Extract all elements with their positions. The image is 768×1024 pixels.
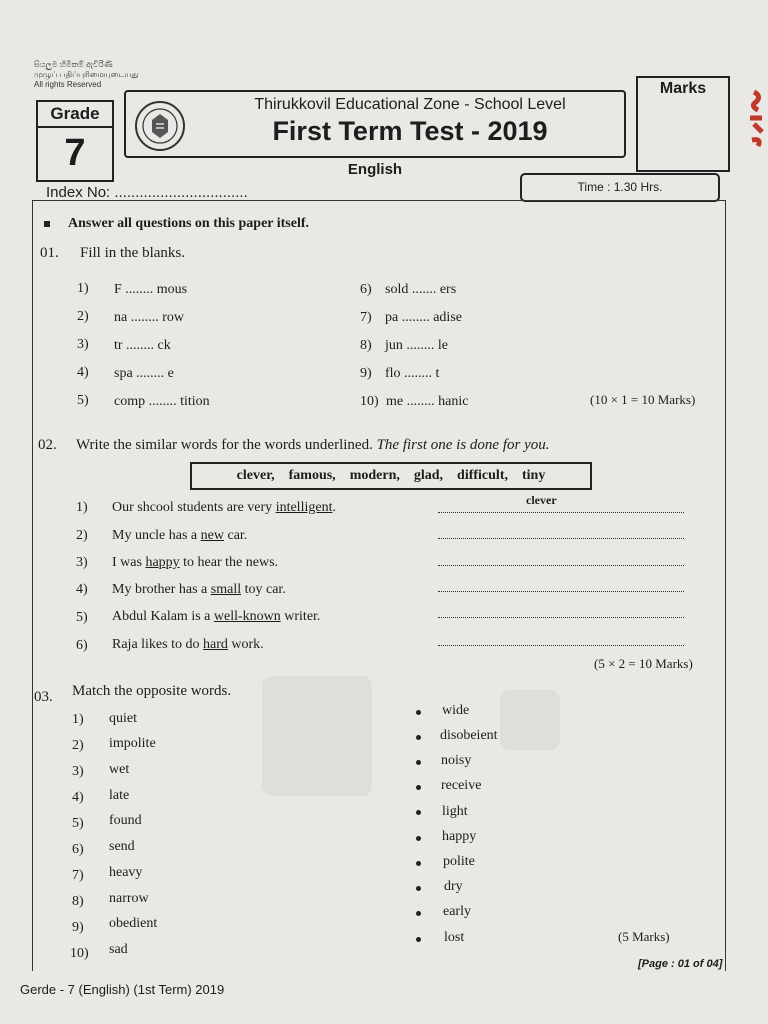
q3-right-word: polite: [443, 854, 475, 869]
q2-answer-line[interactable]: [438, 565, 684, 566]
test-title: First Term Test - 2019: [272, 116, 548, 146]
q2-sentence-text: Abdul Kalam is a: [112, 609, 214, 624]
q1-item-text: na ........ row: [114, 310, 184, 325]
q2-underlined-word: happy: [145, 555, 180, 570]
q2-sentence-text: work.: [227, 637, 264, 652]
q3-right-word: early: [443, 904, 471, 919]
q2-example-answer: clever: [526, 493, 557, 507]
marks-box: [636, 76, 730, 172]
copyright-line-english: All rights Reserved: [34, 80, 102, 89]
q3-prompt: Match the opposite words.: [72, 683, 232, 699]
q3-left-number: 7): [72, 868, 84, 883]
square-bullet-icon: [44, 221, 50, 227]
q3-right-word: light: [442, 804, 468, 819]
q3-marks: (5 Marks): [618, 929, 670, 944]
bullet-dot-icon: [416, 735, 421, 740]
word-bank: [190, 462, 592, 490]
q3-left-number: 3): [72, 764, 84, 779]
index-number-field[interactable]: Index No: ................................: [46, 184, 248, 201]
q1-marks: (10 × 1 = 10 Marks): [590, 392, 696, 407]
q3-right-word: disobeient: [440, 728, 498, 743]
page-number: [Page : 01 of 04]: [638, 958, 723, 970]
bullet-dot-icon: [416, 785, 421, 790]
q3-left-word: sad: [109, 942, 128, 957]
q2-sentence-text: car.: [223, 528, 248, 543]
q1-item-text: sold ....... ers: [385, 282, 457, 297]
q2-underlined-word: small: [210, 582, 242, 597]
word-bank-item: glad,: [413, 468, 444, 483]
q3-right-word: dry: [444, 879, 463, 894]
q3-right-word: happy: [442, 829, 477, 844]
q3-left-number: 1): [72, 712, 84, 727]
q2-item-number: 1): [76, 500, 88, 515]
marks-label: Marks: [659, 80, 707, 97]
q1-item-text: pa ........ adise: [385, 310, 462, 325]
grade-label: Grade: [38, 104, 112, 128]
q3-left-word: found: [109, 813, 142, 828]
q1-item-text: comp ........ tition: [114, 394, 210, 409]
bullet-dot-icon: [416, 937, 421, 942]
instruction: [44, 216, 309, 232]
q2-sentence-text: writer.: [280, 609, 321, 624]
word-bank-item: tiny: [522, 468, 546, 483]
copyright-line-sinhala: සියලුම හිමිකම් ඇවිරිණි: [34, 60, 113, 69]
q2-item-number: 3): [76, 555, 88, 570]
bullet-dot-icon: [416, 760, 421, 765]
time-allowed: Time : 1.30 Hrs.: [520, 173, 720, 202]
q1-prompt: Fill in the blanks.: [80, 245, 185, 261]
q1-item-number: 1): [77, 281, 89, 296]
q1-item-number: 6): [360, 282, 372, 297]
q2-answer-line[interactable]: [438, 645, 684, 646]
q3-left-number: 2): [72, 738, 84, 753]
q2-sentence: [112, 609, 320, 625]
q3-left-word: impolite: [109, 736, 156, 751]
q2-sentence-text: toy car.: [241, 582, 286, 597]
bullet-dot-icon: [416, 810, 421, 815]
q2-sentence: [112, 500, 336, 516]
q2-prompt: [76, 437, 550, 454]
word-bank-item: famous,: [288, 468, 336, 483]
q1-item-number: 3): [77, 337, 89, 352]
q3-left-number: 10): [70, 946, 89, 961]
copyright-notice: [34, 60, 138, 90]
q2-sentence-text: I was: [112, 555, 146, 570]
word-bank-item: modern,: [349, 468, 400, 483]
q1-item-number: 8): [360, 338, 372, 353]
red-handwritten-mark: [736, 88, 768, 150]
q1-item-number: 7): [360, 310, 372, 325]
q3-left-word: late: [109, 788, 130, 803]
q1-number: 01.: [40, 245, 59, 261]
q3-number: 03.: [34, 689, 53, 705]
q2-underlined-word: well-known: [213, 609, 281, 624]
q1-item-text: flo ........ t: [385, 366, 440, 381]
q2-answer-line[interactable]: [438, 591, 684, 592]
q1-item-text: me ........ hanic: [386, 394, 469, 409]
q1-item-number: 5): [77, 393, 89, 408]
school-crest-logo: [134, 100, 186, 152]
q3-left-number: 9): [72, 920, 84, 935]
q1-item-number: 9): [360, 366, 372, 381]
q3-right-word: wide: [442, 703, 470, 718]
q2-item-number: 4): [76, 582, 88, 597]
q2-answer-line[interactable]: [438, 617, 684, 618]
q2-sentence-text: My brother has a: [112, 582, 211, 597]
q3-left-word: obedient: [109, 916, 158, 931]
q2-sentence: [112, 637, 264, 653]
q3-left-word: quiet: [109, 711, 137, 726]
q2-sentence: [112, 528, 247, 544]
q2-underlined-word: hard: [203, 637, 228, 652]
q3-left-number: 5): [72, 816, 84, 831]
instruction-text: Answer all questions on this paper itself.: [68, 216, 310, 231]
word-bank-item: difficult,: [457, 468, 508, 483]
q1-item-number: 2): [77, 309, 89, 324]
grade-value: 7: [64, 132, 86, 174]
bullet-dot-icon: [416, 710, 421, 715]
q3-left-number: 8): [72, 894, 84, 909]
bullet-dot-icon: [416, 886, 421, 891]
q3-right-word: lost: [444, 930, 465, 945]
grade-box: [36, 100, 114, 182]
q2-marks: (5 × 2 = 10 Marks): [594, 656, 693, 671]
bullet-dot-icon: [416, 911, 421, 916]
q3-left-number: 6): [72, 842, 84, 857]
q2-underlined-word: intelligent: [275, 500, 333, 515]
q2-number: 02.: [38, 437, 57, 453]
q1-item-number: 4): [77, 365, 89, 380]
q3-left-word: narrow: [109, 891, 149, 906]
q1-item-text: spa ........ e: [114, 366, 174, 381]
q2-sentence-text: to hear the news.: [179, 555, 279, 570]
q2-answer-line[interactable]: [438, 538, 684, 539]
q1-item-text: jun ........ le: [385, 338, 448, 353]
q3-left-word: send: [109, 839, 135, 854]
q3-left-word: heavy: [109, 865, 143, 880]
q2-sentence-text: Our shcool students are very: [112, 500, 276, 515]
q1-item-text: tr ........ ck: [114, 338, 171, 353]
q3-right-word: receive: [441, 778, 482, 793]
word-bank-item: clever,: [236, 468, 275, 483]
subject-label: English: [347, 161, 403, 178]
copyright-line-tamil: முழுப் பதிப்புரிமையுடையது: [34, 70, 139, 79]
q1-item-number: 10): [360, 394, 379, 409]
q2-answer-line[interactable]: [438, 512, 684, 513]
q2-sentence: [112, 582, 286, 598]
footer-text: Gerde - 7 (English) (1st Term) 2019: [20, 982, 225, 997]
q2-item-number: 6): [76, 638, 88, 653]
bullet-dot-icon: [416, 861, 421, 866]
q2-underlined-word: new: [200, 528, 224, 543]
q2-sentence: [112, 555, 278, 571]
q3-left-word: wet: [109, 762, 130, 777]
q2-item-number: 5): [76, 610, 88, 625]
q3-right-word: noisy: [441, 753, 472, 768]
q2-prompt-note: The first one is done for you.: [376, 437, 550, 453]
q2-item-number: 2): [76, 528, 88, 543]
q2-prompt-text: Write the similar words for the words underlined.: [76, 437, 373, 453]
q2-sentence-text: .: [332, 500, 336, 515]
q2-sentence-text: Raja likes to do: [112, 637, 203, 652]
zone-title: Thirukkovil Educational Zone - School Level: [254, 96, 566, 113]
q3-left-number: 4): [72, 790, 84, 805]
bullet-dot-icon: [416, 836, 421, 841]
q1-item-text: F ........ mous: [114, 282, 188, 297]
q2-sentence-text: My uncle has a: [112, 528, 201, 543]
